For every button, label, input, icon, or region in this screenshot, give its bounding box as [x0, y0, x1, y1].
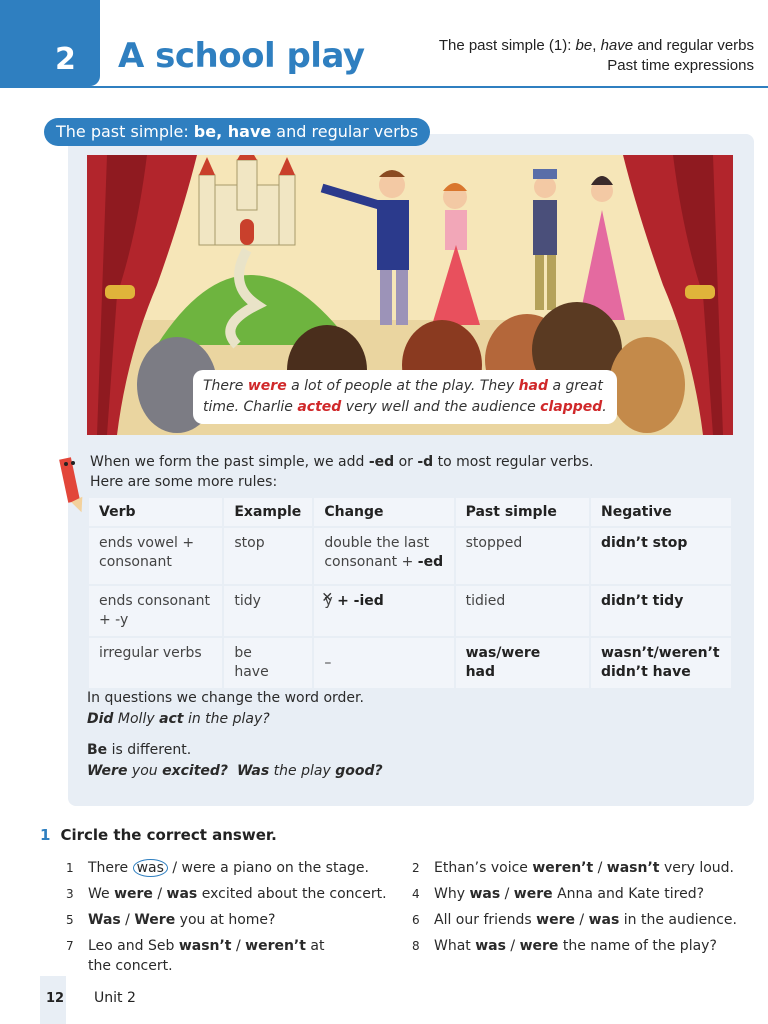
illustration-caption: There were a lot of people at the play. They had a great time. Charlie acted very well and the audience clapped. [193, 370, 617, 424]
exercise-item: 5 Was / Were you at home? [66, 912, 276, 928]
section-heading: The past simple: be, have and regular verbs [44, 118, 430, 146]
footer-unit-label: Unit 2 [94, 990, 136, 1006]
cell-example: tidy [224, 586, 312, 636]
header-example: Example [224, 498, 312, 526]
table-header-row [89, 498, 731, 526]
be-note: Be is different. [87, 742, 192, 758]
cell-past-simple: was/were had [456, 638, 589, 688]
answer-option[interactable]: weren’t [245, 938, 306, 954]
unit-title: A school play [118, 36, 365, 76]
cell-past-simple: tidied [456, 586, 589, 636]
grammar-notes [87, 688, 727, 782]
table-row [89, 528, 731, 584]
rules-table [87, 496, 733, 690]
answer-option[interactable]: wasn’t [178, 938, 232, 954]
rule-text [90, 452, 710, 492]
exercise-heading: 1 Circle the correct answer. [40, 826, 277, 844]
exercise-item: 6 All our friends were / was in the audience. [412, 912, 737, 928]
header-verb: Verb [89, 498, 222, 526]
cell-verb: ends vowel + consonant [89, 528, 222, 584]
unit-subtitle [439, 36, 754, 76]
cell-negative: didn’t stop [591, 528, 731, 584]
answer-option[interactable]: was [166, 886, 198, 902]
circled-answer[interactable]: was [133, 859, 168, 877]
answer-option[interactable]: were [519, 938, 559, 954]
table-row [89, 586, 731, 636]
be-example: Were you excited? Was the play good? [87, 763, 383, 779]
exercise-item: 2 Ethan’s voice weren’t / wasn’t very loud. [412, 860, 735, 876]
pencil-icon [56, 452, 84, 520]
answer-option[interactable]: Were [134, 912, 176, 928]
cell-negative: wasn’t/weren’t didn’t have [591, 638, 731, 688]
unit-tab [0, 0, 100, 86]
exercise-item: 4 Why was / were Anna and Kate tired? [412, 886, 705, 902]
answer-option[interactable]: was [588, 912, 620, 928]
questions-note: In questions we change the word order. [87, 690, 364, 706]
header-change: Change [314, 498, 453, 526]
exercise-item: 1 There was / were a piano on the stage. [66, 860, 369, 876]
subtitle-line-2: Past time expressions [607, 57, 754, 74]
cell-change: double the last consonant + -ed [314, 528, 453, 584]
table-row [89, 638, 731, 688]
cell-negative: didn’t tidy [591, 586, 731, 636]
cell-change: y ✕ + -ied [314, 586, 453, 636]
answer-option[interactable]: weren’t [532, 860, 594, 876]
header-rule [0, 86, 768, 88]
cell-verb: ends consonant + -y [89, 586, 222, 636]
cell-change: – [314, 638, 453, 688]
answer-option[interactable]: were [114, 886, 153, 902]
exercise-item: 7 Leo and Seb wasn’t / weren’t at the concert. [66, 938, 325, 974]
answer-option[interactable]: Was [88, 912, 121, 928]
crossed-out-y: y ✕ [324, 592, 332, 611]
questions-example: Did Molly act in the play? [87, 711, 270, 727]
exercise-item: 3 We were / was excited about the concert. [66, 886, 387, 902]
cell-example: be have [224, 638, 312, 688]
header-past-simple: Past simple [456, 498, 589, 526]
cell-past-simple: stopped [456, 528, 589, 584]
exercise-item: 8 What was / were the name of the play? [412, 938, 717, 954]
cell-verb: irregular verbs [89, 638, 222, 688]
answer-option[interactable]: were [536, 912, 575, 928]
cell-example: stop [224, 528, 312, 584]
answer-option[interactable]: wasn’t [606, 860, 660, 876]
header-negative: Negative [591, 498, 731, 526]
subtitle-line-1: The past simple (1): be, have and regular verbs [438, 37, 754, 54]
answer-option[interactable]: was [469, 886, 501, 902]
rule-line-2: Here are some more rules: [90, 474, 278, 490]
unit-number: 2 [55, 42, 76, 77]
answer-option[interactable]: were [181, 860, 216, 876]
page-number: 12 [46, 991, 65, 1006]
answer-option[interactable]: were [513, 886, 553, 902]
answer-option[interactable]: was [475, 938, 506, 954]
rule-line-1: When we form the past simple, we add -ed or -d to most regular verbs. [90, 454, 594, 470]
